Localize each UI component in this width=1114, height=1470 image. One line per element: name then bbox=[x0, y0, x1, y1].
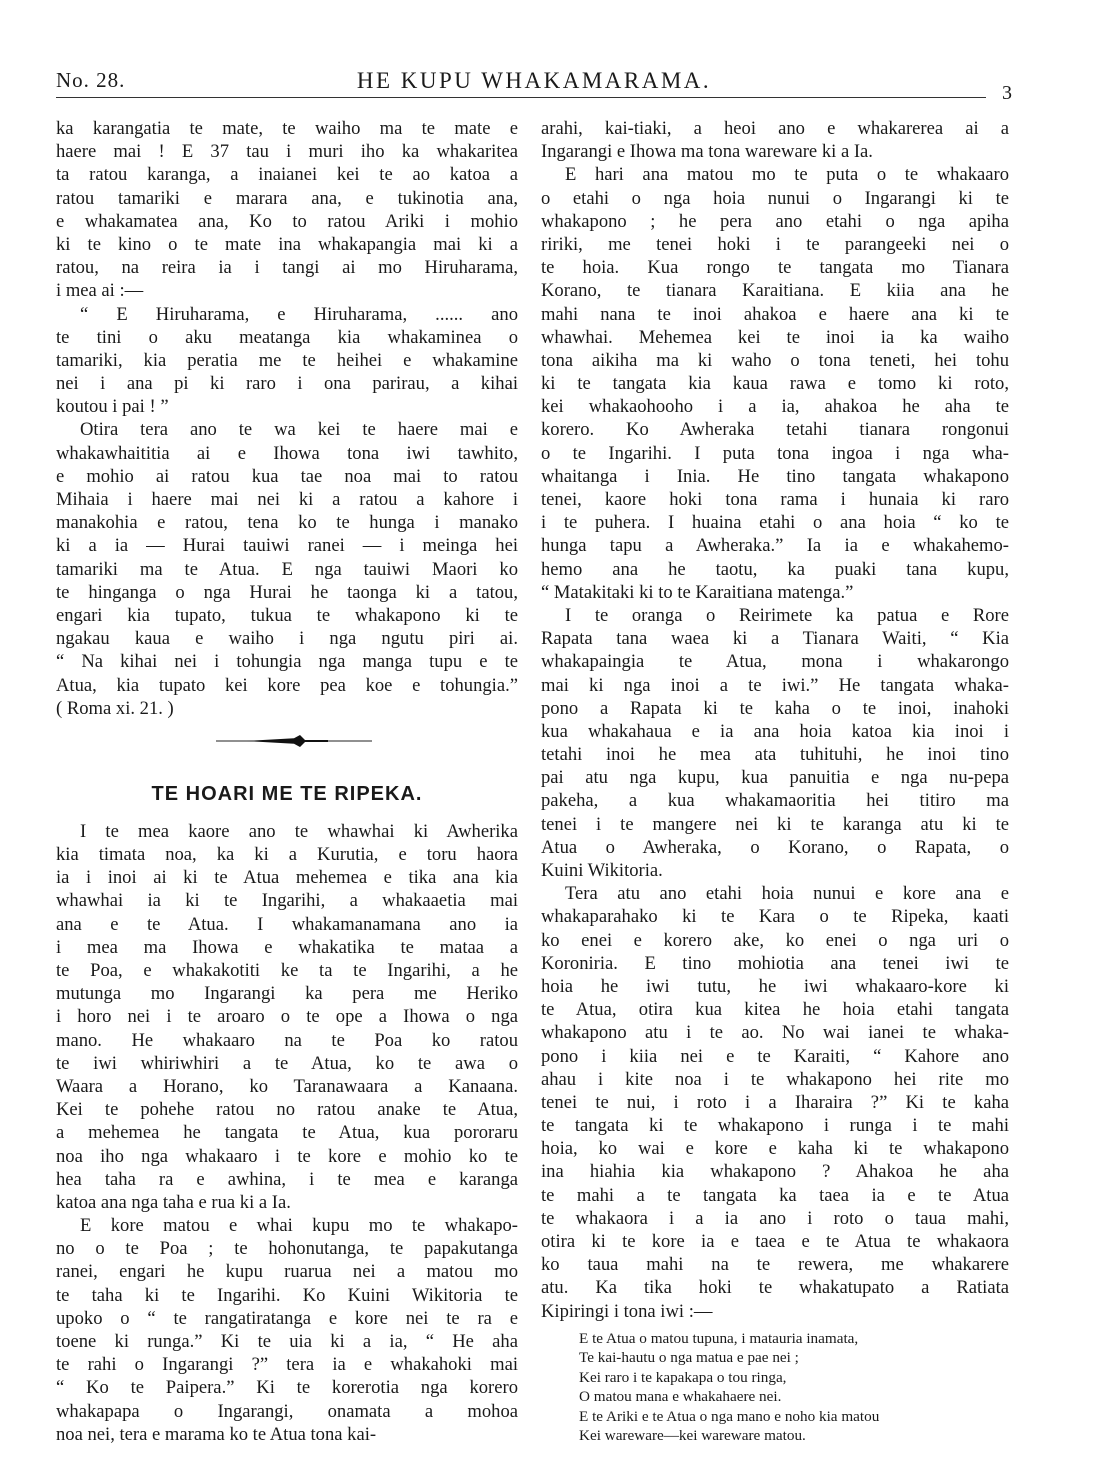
text-line: kua whakahaua e ia ana hoia katoa kia inoi i bbox=[541, 720, 1009, 742]
text-line: whakapapa o Ingarangi, onamata a mohoa bbox=[56, 1400, 518, 1422]
text-line: tenei, kaore hoki tona rama i hunaia ki raro bbox=[541, 489, 1009, 510]
paragraph bbox=[56, 1214, 518, 1446]
text-line: ta ratou karanga, a inaianei kei te ao katoa a bbox=[56, 164, 518, 186]
verse-line: Kei wareware—kei wareware matou. bbox=[579, 1427, 806, 1445]
text-line: Atua o Awheraka, o Korano, o Rapata, o bbox=[541, 836, 1009, 858]
text-line: te rahi o Ingarangi ?” tera ia e whakahoki mai bbox=[56, 1354, 518, 1376]
text-line: te hoia. Kua rongo te tangata mo Tianara bbox=[541, 257, 1009, 279]
text-line: whakapono ; he pera ano etahi o nga apiha bbox=[541, 210, 1009, 232]
text-line: “ Matakitaki ki to te Karaitiana matenga.” bbox=[541, 581, 854, 603]
text-line: pono i kiia nei e te Karaiti, “ Kahore ano bbox=[541, 1045, 1009, 1067]
text-line: kei whakaohooho i a ia, ahakoa he aha te bbox=[541, 396, 1009, 418]
hymn-verse bbox=[541, 1329, 1009, 1446]
text-line: toene ki runga.” Ki te uia ki a ia, “ He aha bbox=[56, 1331, 518, 1352]
text-line: Korano, te tianara Karaitiana. E kiia ana he bbox=[541, 280, 1009, 302]
text-line: tona aikiha ma ki waho o tona teneti, hei tohu bbox=[541, 349, 1009, 371]
text-line: tenei i te mangere nei ki te karanga atu ki te bbox=[541, 813, 1009, 835]
text-line: ki te kino o te mate ina whakapangia mai ki a bbox=[56, 233, 518, 255]
text-line: E hari ana matou mo te puta o te whakaaro bbox=[565, 164, 1009, 186]
text-line: ( Roma xi. 21. ) bbox=[56, 697, 174, 719]
paragraph bbox=[541, 882, 1009, 1323]
text-line: ahau i kite noa i te whakapono hei rite mo bbox=[541, 1068, 1009, 1090]
scripture-quote bbox=[56, 303, 518, 419]
text-line: whakaparahako ki te Kara o te Ripeka, kaati bbox=[541, 906, 1009, 928]
paragraph bbox=[56, 117, 518, 303]
text-line: katoa ana nga taha e rua ki a Ia. bbox=[56, 1191, 291, 1213]
text-line: whaitanga i Inia. He tino tangata whakapono bbox=[541, 465, 1009, 487]
verse-line: Te kai-hautu o nga matua e pae nei ; bbox=[579, 1349, 799, 1367]
paragraph bbox=[541, 117, 1009, 163]
text-line: ana e te Atua. I whakamanamana ano ia bbox=[56, 913, 518, 935]
text-line: hunga tapu a Awheraka.” Ia ia e whakahemo- bbox=[541, 535, 1009, 557]
text-line: Ingarangi e Ihowa ma tona wareware ki a Ia. bbox=[541, 141, 873, 163]
issue-number: No. 28. bbox=[56, 68, 126, 92]
text-line: Mihaia i haere mai nei ki a ratou a kahore i bbox=[56, 489, 518, 510]
verse-line: E te Atua o matou tupuna, i matauria inamata, bbox=[579, 1329, 859, 1347]
text-line: E kore matou e whai kupu mo te whakapo- bbox=[80, 1215, 518, 1237]
text-line: te tangata ki te whakapono i runga i te mahi bbox=[541, 1115, 1009, 1137]
text-line: koutou i pai ! ” bbox=[56, 396, 169, 418]
text-line: e whakamatea ana, Ko to ratou Ariki i mohio bbox=[56, 210, 518, 232]
text-line: tenei te nui, i roto i a Iharaira ?” Ki te kaha bbox=[541, 1091, 1009, 1113]
text-line: mutunga mo Ingarangi ka pera me Heriko bbox=[56, 983, 518, 1005]
text-line: pai atu nga kupu, kua panuitia e nga nu-pepa bbox=[541, 767, 1009, 789]
text-line: ka karangatia te mate, te waiho ma te mate e bbox=[56, 118, 518, 139]
text-line: te whakaora i a ia ano i roto o taua mahi, bbox=[541, 1207, 1009, 1229]
section-heading: TE HOARI ME TE RIPEKA. bbox=[151, 782, 423, 805]
text-line: arahi, kai-tiaki, a heoi ano e whakarerea ai a bbox=[541, 118, 1009, 139]
text-line: whawhai ia ki te Ingarihi, a whakaaetia mai bbox=[56, 890, 518, 912]
text-line: i te puhera. I huaina etahi o ana hoia “ ko te bbox=[541, 512, 1009, 534]
text-line: mahi nana te inoi ahakoa e haere ana ki te bbox=[541, 303, 1009, 325]
newspaper-title: HE KUPU WHAKAMARAMA. bbox=[356, 68, 712, 93]
text-line: kia timata noa, ka ki a Kurutia, e toru haora bbox=[56, 844, 518, 866]
page-number: 3 bbox=[1002, 82, 1012, 104]
paragraph bbox=[56, 820, 518, 1214]
left-column bbox=[56, 117, 518, 1446]
text-line: ia i inoi ai ki te Atua mehemea e tika ana kia bbox=[56, 867, 518, 889]
text-line: whakawhaititia ai e Ihowa tona iwi tawhito, bbox=[56, 442, 518, 464]
text-line: tamariki ma te Atua. E nga tauiwi Maori ko bbox=[56, 558, 518, 580]
text-line: ko enei e korero ake, ko enei o nga uri o bbox=[541, 929, 1009, 951]
text-line: te iwi whiriwhiri a te Atua, ko te awa o bbox=[56, 1052, 518, 1074]
text-line: noa nei, tera e marama ko te Atua tona kai- bbox=[56, 1423, 377, 1445]
text-line: te Poa, e whakakotiti ke ta te Ingarihi, a he bbox=[56, 960, 518, 981]
text-line: “ E Hiruharama, e Hiruharama, ...... ano bbox=[80, 303, 518, 325]
text-line: Kuini Wikitoria. bbox=[541, 860, 663, 881]
header-rule bbox=[56, 97, 986, 98]
text-line: hoia, ko wai e kore e kaha ki te whakapono bbox=[541, 1138, 1009, 1160]
text-line: ririki, me tenei hoki i te parangeeki nei o bbox=[541, 233, 1009, 255]
text-line: te Atua, otira kua kitea he hoia etahi tangata bbox=[541, 999, 1009, 1021]
text-line: ngakau kaua e waiho i nga ngutu piri ai. bbox=[56, 628, 518, 650]
page-header bbox=[56, 68, 1012, 104]
text-line: haere mai ! E 37 tau i muri iho ka whakaritea bbox=[56, 141, 518, 163]
text-line: ki te tangata kia kaua rawa e tomo ki roto, bbox=[541, 373, 1009, 395]
text-line: Koroniria. E tino mohiotia ana tenei iwi te bbox=[541, 952, 1009, 974]
text-line: Kei te pohehe ratou no ratou anake te Atua, bbox=[56, 1099, 518, 1121]
text-line: I te mea kaore ano te whawhai ki Awherika bbox=[80, 820, 518, 842]
text-line: tetahi inoi he mea ata tuhituhi, he inoi tino bbox=[541, 744, 1009, 766]
text-line: Waara a Horano, ko Taranawaara a Kanaana. bbox=[56, 1075, 518, 1097]
section-ornament bbox=[56, 720, 518, 768]
text-line: whawhai. Mehemea kei te inoi ia ka waiho bbox=[541, 326, 1009, 348]
text-line: whakapono atu i te ao. No wai ianei te whaka- bbox=[541, 1022, 1009, 1044]
text-line: Otira tera ano te wa kei te haere mai e bbox=[80, 419, 518, 441]
text-line: pono a Rapata ki te kaha o te inoi, inahoki bbox=[541, 697, 1009, 719]
text-line: I te oranga o Reirimete ka patua e Rore bbox=[565, 604, 1009, 626]
text-line: te tini o aku meatanga kia whakaminea o bbox=[56, 326, 518, 348]
text-line: te taha ki te Ingarihi. Ko Kuini Wikitoria te bbox=[56, 1284, 518, 1306]
text-line: “ Na kihai nei i tohungia nga manga tupu e te bbox=[56, 651, 518, 673]
text-line: Rapata tana waea ki a Tianara Waiti, “ Kia bbox=[541, 628, 1009, 650]
verse-line: Kei raro i te kapakapa o tou ringa, bbox=[579, 1368, 787, 1386]
text-line: atu. Ka tika hoki te whakatupato a Ratiata bbox=[541, 1277, 1009, 1299]
text-line: hea taha ra e awhina, i te mea e karanga bbox=[56, 1168, 518, 1190]
text-line: hemo ana he taotu, ka puaki tana kupu, bbox=[541, 558, 1009, 580]
verse-line: E te Ariki e te Atua o nga mano e noho kia matou bbox=[579, 1407, 880, 1425]
text-line: “ Ko te Paipera.” Ki te korerotia nga korero bbox=[56, 1377, 518, 1399]
text-line: no o te Poa ; te hohonutanga, te papakutanga bbox=[56, 1238, 518, 1260]
right-column bbox=[541, 117, 1009, 1446]
text-line: Tera atu ano etahi hoia nunui e kore ana e bbox=[565, 883, 1009, 905]
text-line: te mahi a te tangata ka taea ia e te Atua bbox=[541, 1184, 1009, 1206]
paragraph bbox=[56, 418, 518, 719]
text-line: korero. Ko Awheraka tetahi tianara rongonui bbox=[541, 419, 1009, 441]
text-line: nei i ana pi ki raro i ona parirau, a kihai bbox=[56, 373, 518, 395]
text-line: i mea ai :— bbox=[56, 280, 144, 302]
text-line: Atua, kia tupato kei kore pea koe e tohungia.” bbox=[56, 674, 518, 696]
paragraph bbox=[541, 163, 1009, 604]
verse-line: O matou mana e whakahaere nei. bbox=[579, 1388, 782, 1406]
text-line: ranei, engari he kupu ruarua nei a matou mo bbox=[56, 1261, 518, 1283]
text-line: o te Ingarihi. I puta tona ingoa i nga wha- bbox=[541, 442, 1009, 464]
text-line: mai ki nga inoi a te iwi.” He tangata whaka- bbox=[541, 674, 1009, 696]
text-line: engari kia tupato, tukua te whakapono ki te bbox=[56, 604, 518, 626]
text-line: ratou, na reira ia i tangi ai mo Hiruharama, bbox=[56, 257, 518, 279]
text-line: a mehemea he tangata te Atua, kua pororaru bbox=[56, 1122, 518, 1144]
text-line: i horo nei i te aroaro o te ope a Ihowa o nga bbox=[56, 1006, 518, 1028]
text-line: noa iho nga whakaaro i te kore e mohio ko te bbox=[56, 1145, 518, 1167]
text-line: mano. He whakaaro na te Poa ko ratou bbox=[56, 1029, 518, 1051]
text-line: o etahi o nga hoia nunui o Ingarangi ki te bbox=[541, 187, 1009, 209]
text-line: ina hiahia kia whakapono ? Ahakoa he aha bbox=[541, 1161, 1009, 1183]
text-line: Kipiringi i tona iwi :— bbox=[541, 1300, 713, 1322]
text-line: manakohia e ratou, tena ko te hunga i manako bbox=[56, 512, 518, 534]
text-line: pakeha, a kua whakamaoritia hei titiro ma bbox=[541, 790, 1009, 812]
text-line: otira ki te kore ia e taea e te Atua te whakaora bbox=[541, 1231, 1009, 1252]
text-line: te hinganga o nga Hurai he taonga ki a tatou, bbox=[56, 581, 518, 603]
text-line: e mohio ai ratou kua tae noa mai to ratou bbox=[56, 465, 518, 487]
text-line: tamariki, kia peratia me te heihei e whakamine bbox=[56, 349, 518, 371]
text-line: upoko o “ te rangatiratanga e kore nei te ra e bbox=[56, 1307, 518, 1329]
text-line: ko taua mahi na te rewera, me whakarere bbox=[541, 1254, 1009, 1276]
text-line: ki a ia — Hurai tauiwi ranei — i meinga hei bbox=[56, 535, 518, 557]
paragraph bbox=[541, 604, 1009, 882]
text-line: i mea ma Ihowa e whakatika te mataa a bbox=[56, 936, 518, 958]
text-line: whakapaingia te Atua, mona i whakarongo bbox=[541, 651, 1009, 673]
text-line: ratou tamariki e marara ana, e tukinotia ana, bbox=[56, 187, 518, 209]
text-line: hoia he iwi tutu, he iwi whakaaro-kore ki bbox=[541, 975, 1009, 997]
ornament-rule-icon bbox=[216, 734, 372, 748]
